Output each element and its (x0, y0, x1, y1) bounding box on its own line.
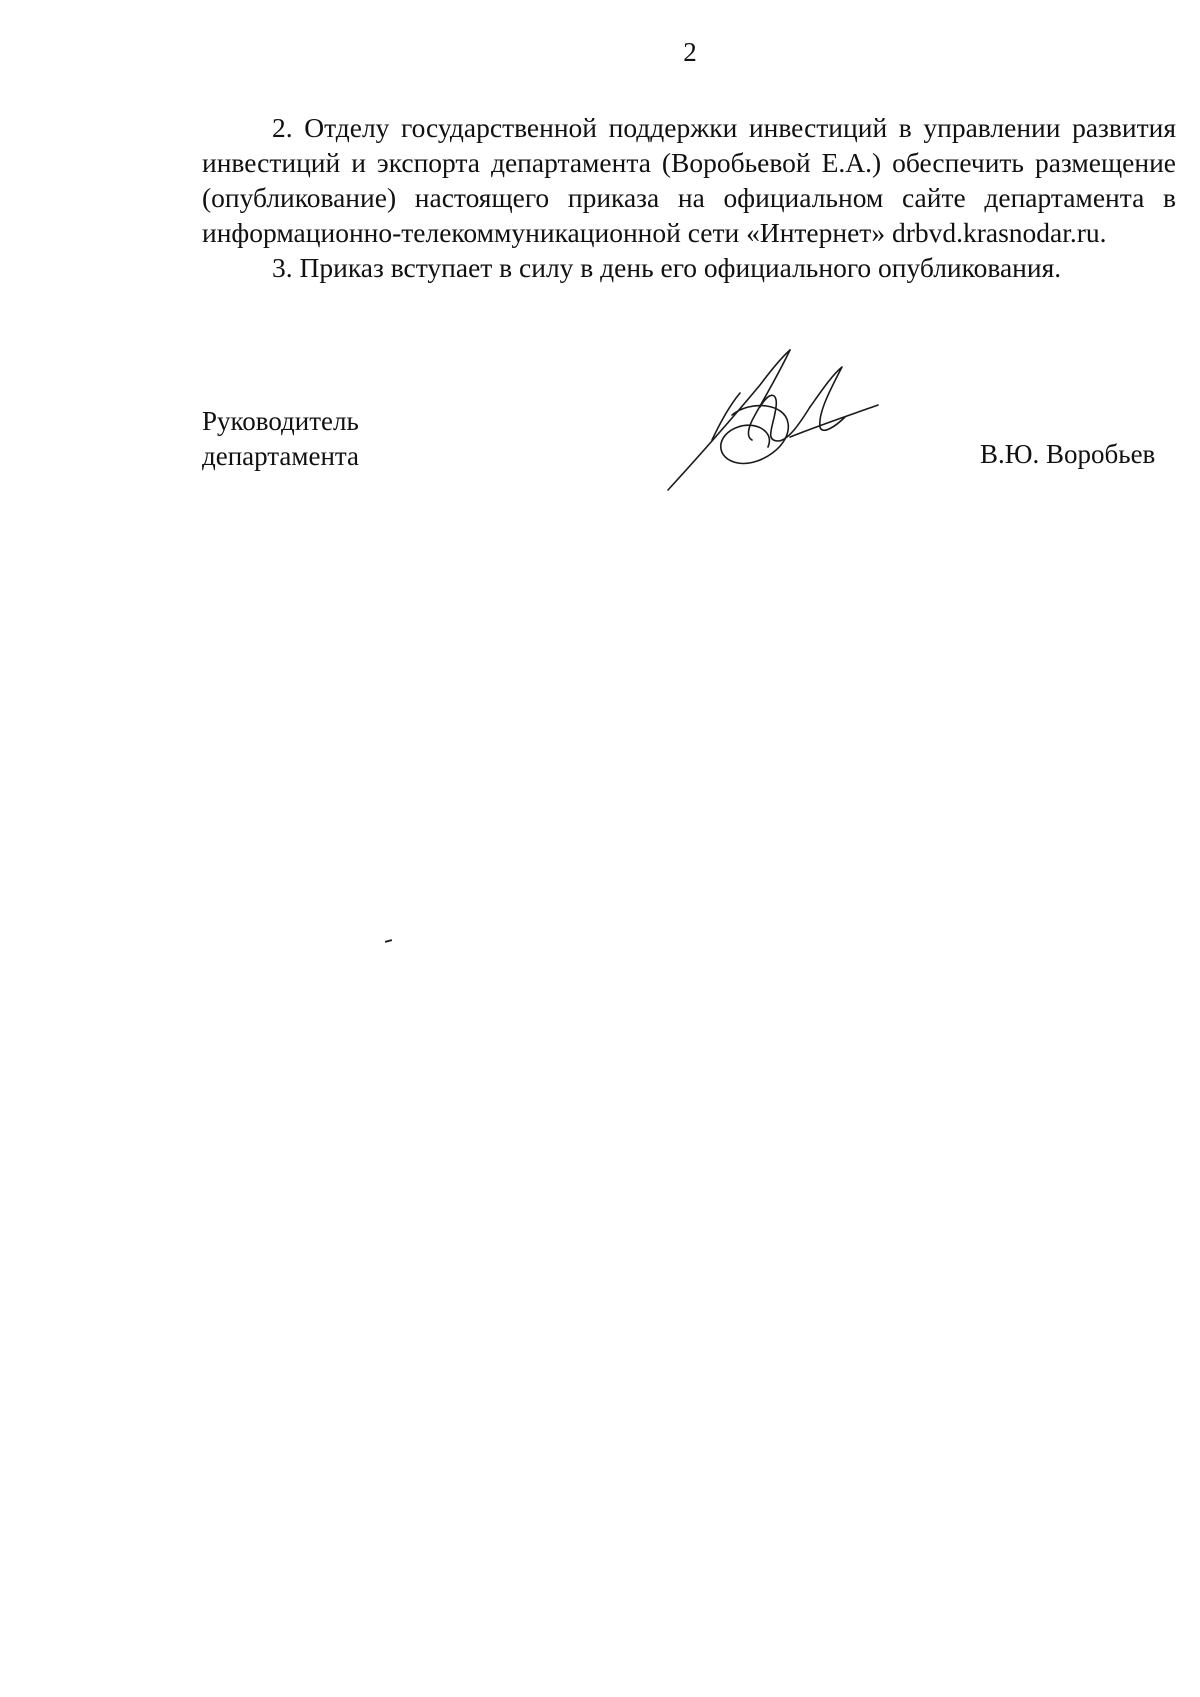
paragraph-2: 2. Отделу государственной поддержки инвестиций в управлении развития инвестиций и экспорта департамента (Воробьевой Е.А.) обеспечить размещение (опубликование) настоящего приказа на официальном сайте департамента в информационно-телекоммуникационной сети «Интернет» drbvd.krasnodar.ru. (202, 112, 1176, 248)
paragraph-3: 3. Приказ вступает в силу в день его официального опубликования. (272, 252, 1062, 283)
page-number: 2 (683, 37, 697, 67)
signatory-title-line1: Руководитель (202, 406, 359, 436)
signatory-title-line2: департамента (202, 441, 360, 471)
handwritten-signature (660, 345, 890, 495)
document-body (202, 110, 1176, 285)
signatory-name: В.Ю. Воробьев (980, 439, 1156, 469)
scan-speck (385, 939, 392, 943)
signatory-title (202, 404, 359, 474)
